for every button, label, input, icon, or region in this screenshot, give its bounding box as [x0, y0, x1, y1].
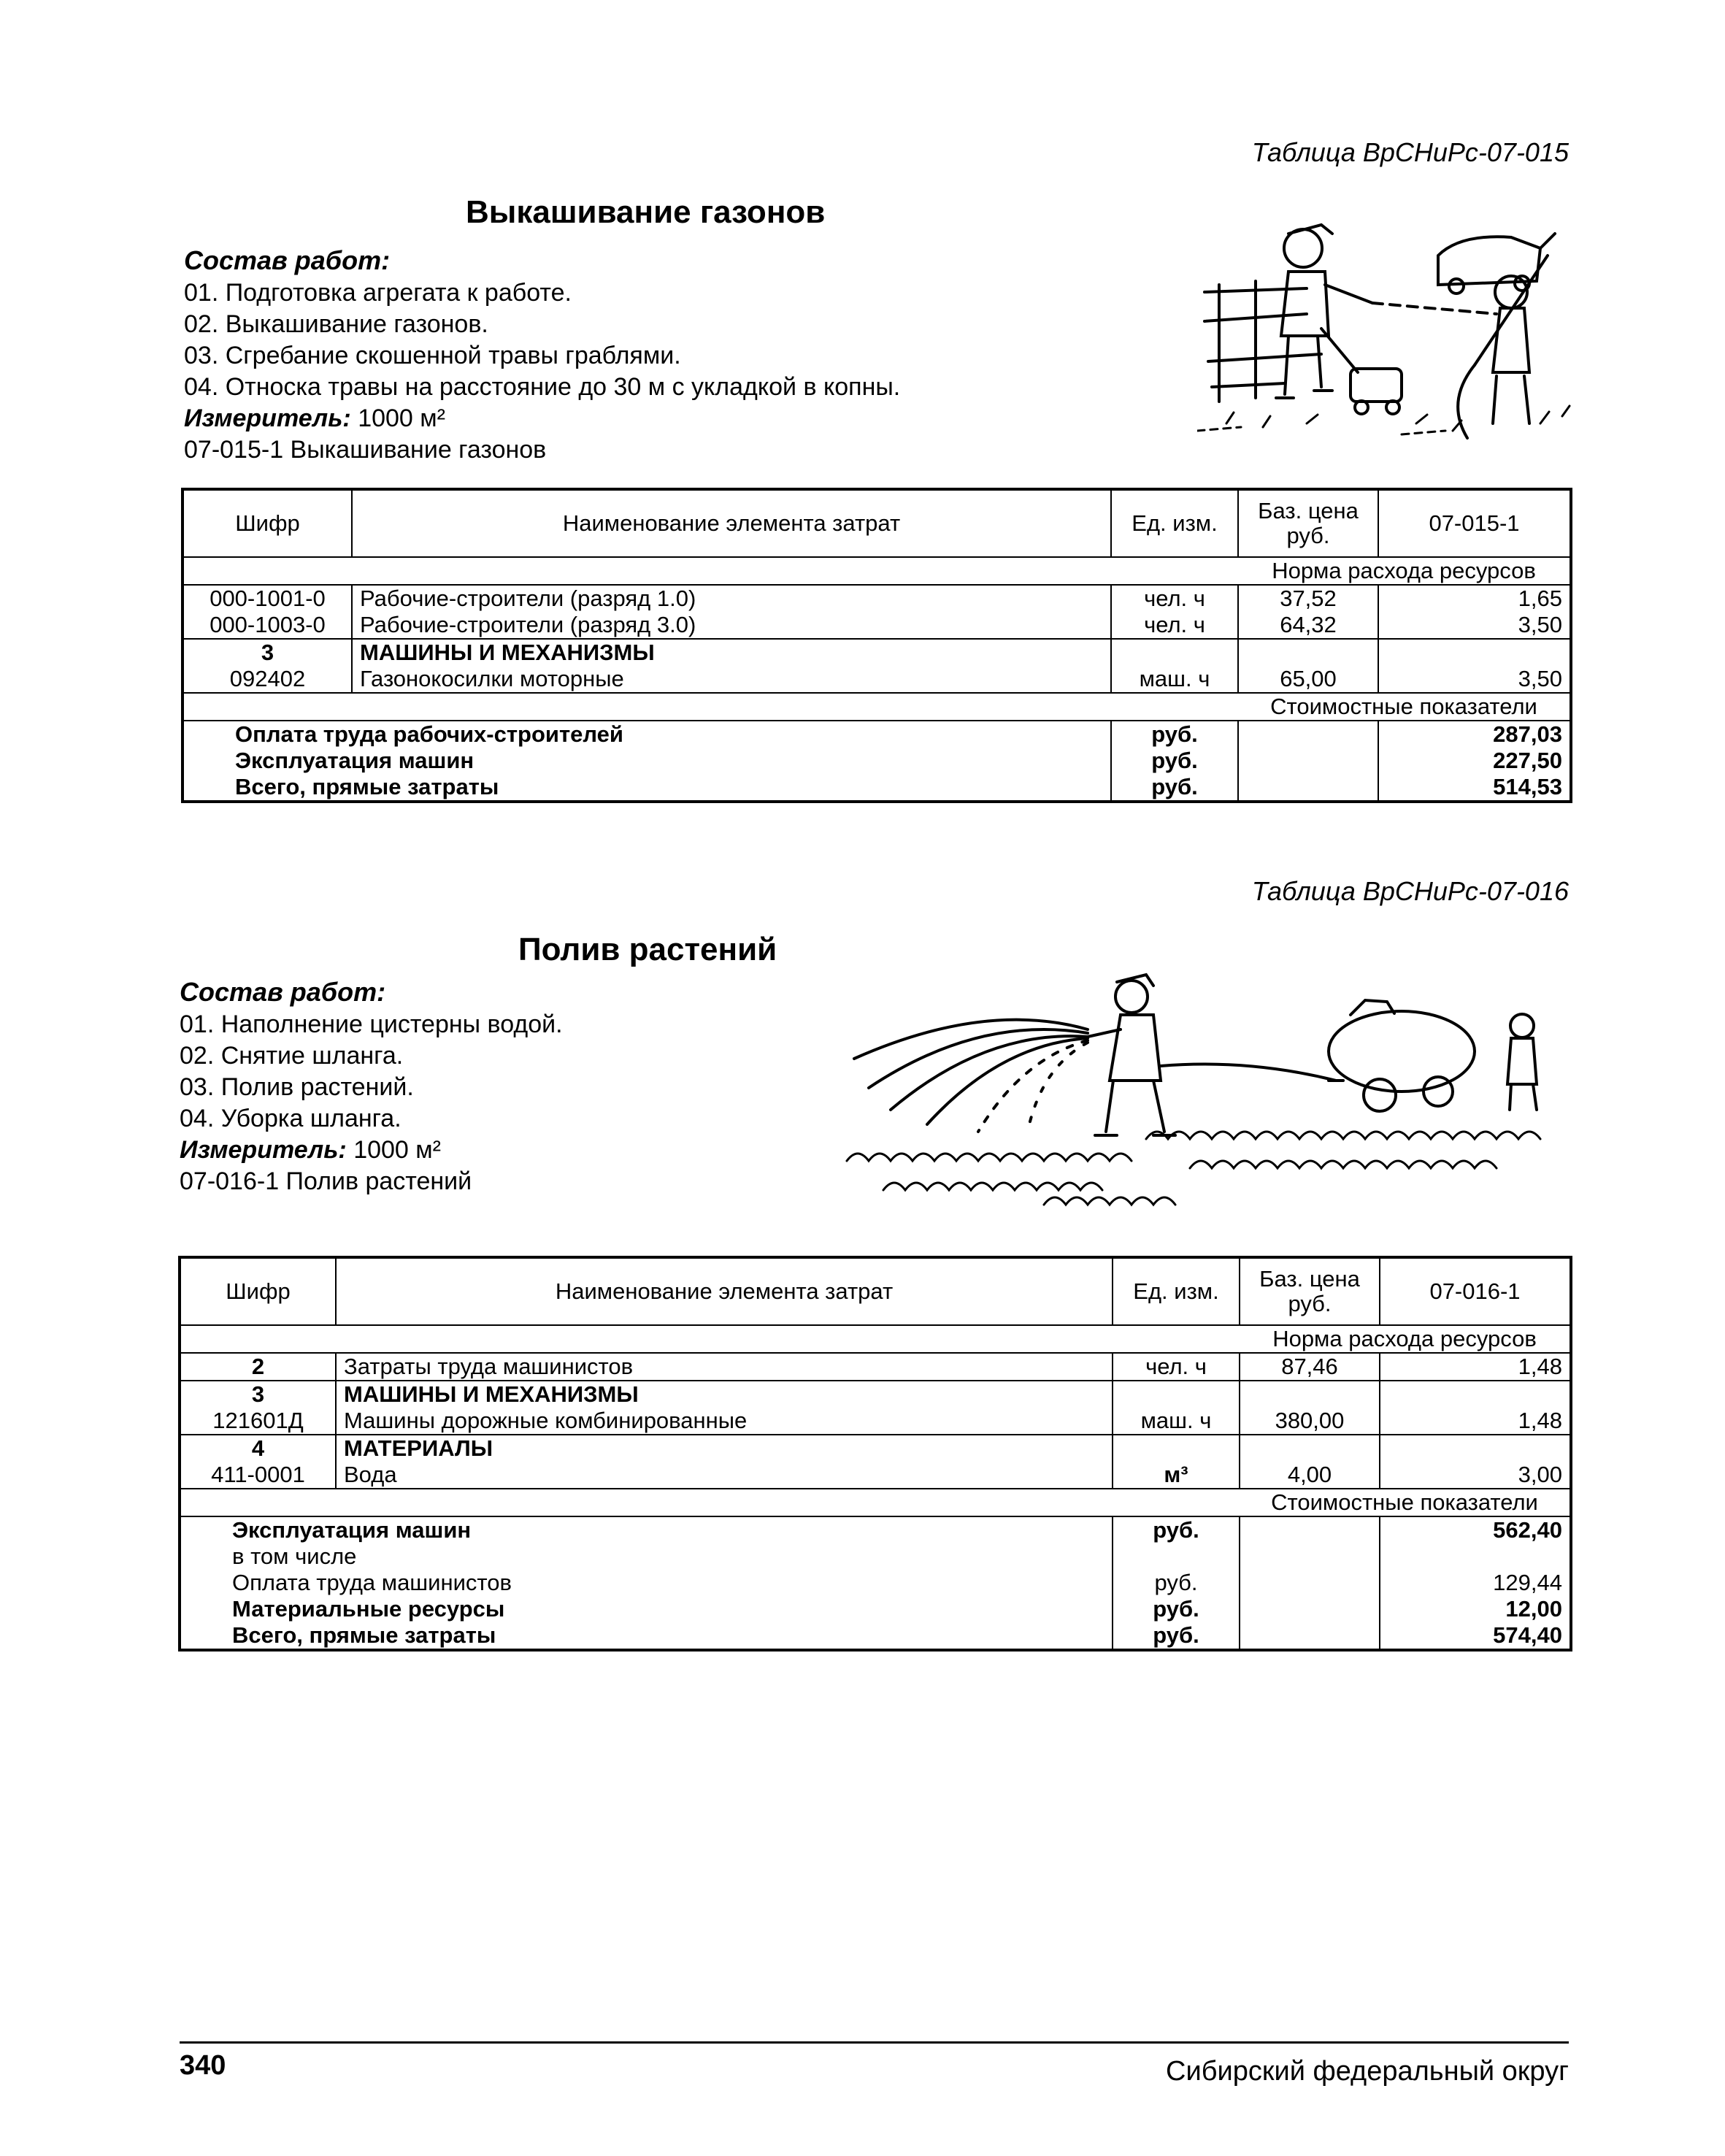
- work-composition: [184, 245, 900, 466]
- cost-row: [180, 1596, 1571, 1622]
- cell-value: 3,50: [1378, 612, 1571, 639]
- cost-value: 574,40: [1380, 1622, 1571, 1650]
- table-header: [180, 1257, 1571, 1325]
- footer-region: Сибирский федеральный округ: [1166, 2056, 1569, 2087]
- norm-label: Норма расхода ресурсов: [1238, 557, 1571, 585]
- table-row: [183, 585, 1571, 612]
- table-header: [183, 489, 1571, 557]
- cell-name: МАТЕРИАЛЫ: [336, 1435, 1113, 1462]
- header-price: Баз. цена руб.: [1240, 1257, 1380, 1325]
- norm-section-row: [183, 557, 1571, 585]
- cell-value: [1378, 639, 1571, 666]
- cost-label: Стоимостные показатели: [1238, 693, 1571, 721]
- cell-name: Рабочие-строители (разряд 3.0): [352, 612, 1111, 639]
- cell-unit: маш. ч: [1113, 1408, 1240, 1435]
- cell-value: [1380, 1435, 1571, 1462]
- cost-value: 227,50: [1378, 748, 1571, 774]
- cell-price: 87,46: [1240, 1353, 1380, 1381]
- cell-name: МАШИНЫ И МЕХАНИЗМЫ: [336, 1381, 1113, 1408]
- header-column: 07-015-1: [1378, 489, 1571, 557]
- table-row: [180, 1408, 1571, 1435]
- table-row: [180, 1462, 1571, 1489]
- step-item: 02. Выкашивание газонов.: [184, 310, 488, 338]
- cell-unit: чел. ч: [1113, 1353, 1240, 1381]
- cell-code: 000-1003-0: [183, 612, 352, 639]
- cell-name: Рабочие-строители (разряд 1.0): [352, 585, 1111, 612]
- cell-value: 3,00: [1380, 1462, 1571, 1489]
- step-item: 04. Уборка шланга.: [180, 1105, 402, 1132]
- cell-price: [1240, 1381, 1380, 1408]
- cost-section-row: [180, 1489, 1571, 1516]
- cell-code: 3: [180, 1381, 336, 1408]
- cost-name: Оплата труда машинистов: [180, 1570, 1113, 1596]
- cost-unit: руб.: [1111, 721, 1238, 748]
- cell-unit: м³: [1113, 1462, 1240, 1489]
- header-name: Наименование элемента затрат: [352, 489, 1111, 557]
- cell-name: Вода: [336, 1462, 1113, 1489]
- cell-code: 4: [180, 1435, 336, 1462]
- table-reference: Таблица ВрСНиРс-07-016: [1251, 876, 1569, 906]
- page-number: 340: [180, 2050, 226, 2081]
- cell-price: 37,52: [1238, 585, 1378, 612]
- cell-value: 1,48: [1380, 1408, 1571, 1435]
- cell-price: [1238, 639, 1378, 666]
- cell-code: 3: [183, 639, 352, 666]
- cost-label: Стоимостные показатели: [1240, 1489, 1571, 1516]
- table-reference: Таблица ВрСНиРс-07-015: [1251, 137, 1569, 167]
- step-item: 02. Снятие шланга.: [180, 1042, 404, 1070]
- table-row: [183, 639, 1571, 666]
- measure-value: 1000 м²: [353, 1136, 441, 1164]
- cell-name: Машины дорожные комбинированные: [336, 1408, 1113, 1435]
- cost-unit: руб.: [1113, 1570, 1240, 1596]
- cost-name: Всего, прямые затраты: [183, 774, 1111, 802]
- norms-table-1: [181, 488, 1572, 803]
- step-item: 01. Подготовка агрегата к работе.: [184, 279, 572, 307]
- section-title: Выкашивание газонов: [466, 194, 826, 230]
- cost-unit: руб.: [1113, 1622, 1240, 1650]
- footer-divider: [180, 2041, 1569, 2044]
- norm-label: Норма расхода ресурсов: [1240, 1325, 1571, 1353]
- header-code: Шифр: [180, 1257, 336, 1325]
- cost-name: Эксплуатация машин: [183, 748, 1111, 774]
- cell-value: 3,50: [1378, 666, 1571, 693]
- cell-value: [1380, 1381, 1571, 1408]
- cost-unit: руб.: [1113, 1516, 1240, 1543]
- header-column: 07-016-1: [1380, 1257, 1571, 1325]
- work-composition: [180, 977, 563, 1197]
- code-line: 07-015-1 Выкашивание газонов: [184, 436, 547, 464]
- norms-table-2: [178, 1256, 1572, 1651]
- cell-unit: чел. ч: [1111, 612, 1238, 639]
- cost-row: [180, 1516, 1571, 1543]
- header-unit: Ед. изм.: [1111, 489, 1238, 557]
- cost-value: 514,53: [1378, 774, 1571, 802]
- cell-unit: чел. ч: [1111, 585, 1238, 612]
- cost-unit: руб.: [1111, 748, 1238, 774]
- cell-price: 380,00: [1240, 1408, 1380, 1435]
- cost-unit: [1113, 1543, 1240, 1570]
- cost-unit: руб.: [1111, 774, 1238, 802]
- composition-label: Состав работ:: [180, 977, 386, 1007]
- table-row: [180, 1381, 1571, 1408]
- cost-value: 129,44: [1380, 1570, 1571, 1596]
- norm-section-row: [180, 1325, 1571, 1353]
- mowing-illustration: [1197, 204, 1577, 445]
- step-item: 03. Полив растений.: [180, 1073, 414, 1101]
- header-name: Наименование элемента затрат: [336, 1257, 1113, 1325]
- cost-name: Оплата труда рабочих-строителей: [183, 721, 1111, 748]
- cost-name: Всего, прямые затраты: [180, 1622, 1113, 1650]
- header-price: Баз. цена руб.: [1238, 489, 1378, 557]
- composition-label: Состав работ:: [184, 245, 391, 275]
- cost-row: [183, 721, 1571, 748]
- cost-value: 562,40: [1380, 1516, 1571, 1543]
- measure-line: [180, 1135, 563, 1166]
- cost-name: в том числе: [180, 1543, 1113, 1570]
- cost-row: [183, 748, 1571, 774]
- cost-section-row: [183, 693, 1571, 721]
- table-row: [183, 612, 1571, 639]
- cost-row: [180, 1622, 1571, 1650]
- cost-row: [180, 1543, 1571, 1570]
- cell-value: 1,48: [1380, 1353, 1571, 1381]
- cell-code: 2: [180, 1353, 336, 1381]
- cost-unit: руб.: [1113, 1596, 1240, 1622]
- step-item: 04. Относка травы на расстояние до 30 м с укладкой в копны.: [184, 373, 901, 401]
- cost-value: [1380, 1543, 1571, 1570]
- section-title: Полив растений: [518, 932, 777, 967]
- cost-name: Материальные ресурсы: [180, 1596, 1113, 1622]
- cost-value: 287,03: [1378, 721, 1571, 748]
- measure-value: 1000 м²: [358, 404, 445, 432]
- cell-name: Затраты труда машинистов: [336, 1353, 1113, 1381]
- cost-row: [183, 774, 1571, 802]
- cell-price: 4,00: [1240, 1462, 1380, 1489]
- measure-line: [184, 403, 900, 434]
- cost-name: Эксплуатация машин: [180, 1516, 1113, 1543]
- step-item: 03. Сгребание скошенной травы граблями.: [184, 342, 681, 369]
- cell-price: 65,00: [1238, 666, 1378, 693]
- code-line: 07-016-1 Полив растений: [180, 1167, 472, 1195]
- table-row: [180, 1353, 1571, 1381]
- table-row: [183, 666, 1571, 693]
- cell-price: 64,32: [1238, 612, 1378, 639]
- header-unit: Ед. изм.: [1113, 1257, 1240, 1325]
- cost-row: [180, 1570, 1571, 1596]
- cell-code: 092402: [183, 666, 352, 693]
- cost-value: 12,00: [1380, 1596, 1571, 1622]
- cell-price: [1240, 1435, 1380, 1462]
- cell-value: 1,65: [1378, 585, 1571, 612]
- header-code: Шифр: [183, 489, 352, 557]
- table-row: [180, 1435, 1571, 1462]
- cell-unit: маш. ч: [1111, 666, 1238, 693]
- cell-unit: [1113, 1381, 1240, 1408]
- measure-label: Измеритель:: [180, 1136, 347, 1164]
- cell-name: МАШИНЫ И МЕХАНИЗМЫ: [352, 639, 1111, 666]
- cell-code: 121601Д: [180, 1408, 336, 1435]
- measure-label: Измеритель:: [184, 404, 351, 432]
- step-item: 01. Наполнение цистерны водой.: [180, 1010, 563, 1038]
- cell-code: 411-0001: [180, 1462, 336, 1489]
- cell-name: Газонокосилки моторные: [352, 666, 1111, 693]
- watering-illustration: [840, 956, 1577, 1219]
- cell-code: 000-1001-0: [183, 585, 352, 612]
- cell-unit: [1113, 1435, 1240, 1462]
- cell-unit: [1111, 639, 1238, 666]
